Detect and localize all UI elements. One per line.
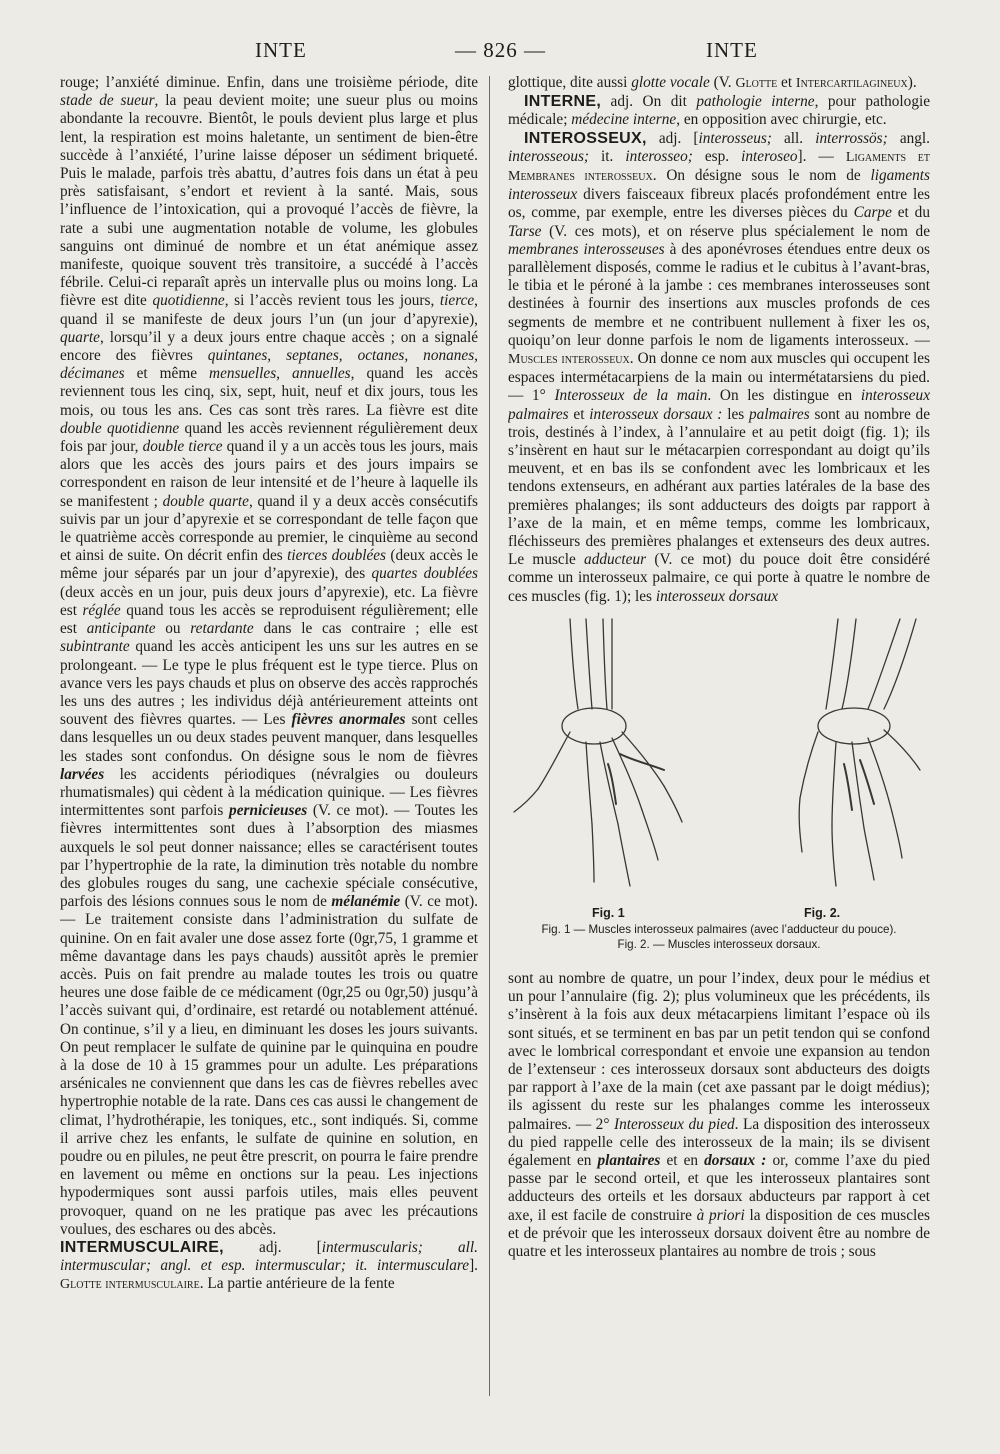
text-run: ou — [155, 620, 191, 638]
subheading-ligaments: Ligaments et Membranes interosseux — [508, 149, 930, 185]
term-quintanes: quintanes, septanes, octanes, nonanes, décimanes — [60, 347, 478, 383]
xref-glotte: Glotte — [735, 76, 778, 91]
term-membranes-interosseuses: membranes interosseuses — [508, 240, 665, 258]
subheading-glotte-intermusculaire: Glotte intermusculaire — [60, 1277, 200, 1293]
text-run: ]. — — [797, 147, 846, 165]
text-run: à des aponévroses étendues entre deux os parallèlement disposés, comme le radius et le cubitus à l’avant-bras, le tibia et le péroné à la jambe : ces membranes interosseuses sont destinées à fournir des insertions aux muscles profonds de ces segments de membre et ne contribuent nullement à fixer les os, quoiqu’on leur donne parfois le nom de ligaments interosseux. — — [508, 240, 930, 349]
etymology-spanish: interoseo — [741, 147, 798, 165]
text-run: , quand il y a deux accès consécutifs suivis par un jour d’apyrexie et se correspondant de telle façon que le quatrième accès corresponde au premier, le cinquième au second et ainsi de suite. On décrit enfin des — [60, 492, 478, 565]
term-plantaires: plantaires — [597, 1151, 661, 1169]
text-run: . La partie antérieure de la fente — [199, 1275, 395, 1293]
fig1-hand-drawing — [514, 619, 682, 886]
text-run: divers faisceaux fibreux placés profondément entre les os, comme, par exemple, entre les diverses pièces du — [508, 186, 930, 222]
etymology-german: interrossös; — [815, 129, 888, 147]
term-interosseux-dorsaux-2: interosseux dorsaux — [655, 587, 779, 605]
text-run: all. — [771, 129, 816, 147]
figure-caption — [508, 922, 930, 952]
text-run: quand tous les accès se reproduisent régulièrement; elle est — [60, 601, 478, 638]
text-run: angl. — [887, 129, 930, 147]
running-head — [0, 38, 1000, 68]
subheading-muscles: Muscles interosseux — [508, 352, 630, 368]
term-adducteur: adducteur — [584, 551, 647, 569]
page-number: — 826 — — [455, 38, 546, 62]
term-double-quarte: double quarte — [162, 492, 249, 510]
term-quartes-doublees: quartes doublées — [371, 565, 478, 583]
term-larvees: larvées — [60, 765, 105, 783]
text-run: (deux accès le même jour séparés par un jour d’apyrexie), des — [60, 547, 478, 583]
left-column — [60, 74, 478, 1394]
term-pernicieuses: pernicieuses — [229, 802, 308, 820]
text-run: sont au nombre de quatre, un pour l’index, deux pour le médius et un pour l’annulaire (fig. 2); plus volumineux que les précédents, ils s’insèrent à la fois aux deux métacarpiens limitant l’espace où ils sont situés, et se terminent en bas par un petit tendon qui se confond avec le lombrical correspondant et envoie une expansion au tendon de l’extenseur : ces interosseux dorsaux sont abducteurs des doigts par rapport à l’axe de la main (cet axe passant par le doigt médius); ils agissent du reste sur les phalanges comme les interosseux palmaires. — 2° — [508, 969, 930, 1133]
text-run: , pour pathologie médicale; — [508, 93, 930, 129]
text-run: (V. ces mots), et on réserve plus spécialement le nom de — [541, 222, 930, 240]
text-run: les accidents périodiques (névralgies ou douleurs rhumatismales) qui cèdent à la médication quinique. — Les fièvres intermittentes sont parfois — [60, 765, 478, 820]
term-interosseux-main: Interosseux de la main — [554, 387, 708, 405]
right-column — [508, 74, 930, 1394]
text-run: quand les accès reviennent régulièrement deux fois par jour, — [60, 419, 478, 456]
text-run: et — [777, 74, 796, 91]
running-head-right: INTE — [706, 38, 758, 62]
text-run: (V. ce mot). — Le traitement consiste dans l’administration du sulfate de quinine. On en fait avaler une dose assez forte (0gr,75, 1 gramme et même davantage dans les pays chauds) aussitôt après le premier accès. Puis on fait prendre au malade toutes les trois ou quatre heures une dose faible de ce médicament (0gr,25 ou 0gr,50) jusqu’à l’accès suivant qui, d’ordinaire, est retardé ou notablement atténué. On continue, s’il y a lieu, en diminuant les doses les jours suivants. On peut remplacer le sulfate de quinine par le quinquina en poudre à la dose de 10 à 15 grammes pour un adulte. Les préparations arsénicales ne conviennent que dans les cas de fièvres rebelles avec hypertrophie notable de la rate. Dans ces cas aussi le changement de climat, l’hydrothérapie, les toniques, etc., sont indiqués. Si, comme il arrive chez les enfants, le sulfate de quinine en solution, en poudre ou en pilules, ne peut être prescrit, on pourra le faire prendre en lavement ou même en onctions sur la peau. Les injections hypodermiques sont aussi parfois utiles, mais elles peuvent provoquer, quand on ne les pratique pas avec les précautions voulues, des eschares ou des abcès. — [60, 893, 478, 1238]
term-melanemie: mélanémie — [331, 893, 401, 911]
text-run: , quand les accès reviennent tous les cinq, six, sept, huit, neuf et dix jours, tous les mois, ou tous les ans. Ces cas sont très rares. La fièvre est dite — [60, 365, 478, 419]
entry-headword-intermusculaire: INTERMUSCULAIRE, — [60, 1239, 224, 1256]
xref-intercartilagineux: Intercartilagineux — [795, 76, 908, 91]
fig2-hand-drawing — [799, 619, 920, 886]
running-head-left: INTE — [255, 38, 307, 62]
text-run: , en opposition avec chirurgie, etc. — [676, 111, 887, 129]
text-run: dans le cas contraire ; elle est — [253, 620, 478, 638]
term-double-tierce: double tierce — [142, 438, 223, 456]
text-run: (V. — [709, 74, 736, 91]
text-run: la disposition de ces muscles et de prévoir que les interosseux dorsaux doivent être au nombre de quatre et les interosseux plantaires au nombre de trois ; sous — [508, 1206, 930, 1260]
text-run: it. — [589, 147, 626, 165]
term-retardante: retardante — [190, 620, 254, 638]
xref-tarse: Tarse — [508, 222, 542, 240]
term-a-priori: à priori — [696, 1206, 745, 1224]
entry-interosseux — [508, 130, 930, 606]
term-tierces-doublees: tierces doublées — [287, 547, 387, 565]
text-run: ). — [907, 74, 917, 91]
text-run: adj. [ — [223, 1239, 322, 1256]
text-run: sont au nombre de trois, destinés à l’index, à l’annulaire et au petit doigt (fig. 1); ils s’insèrent en haut sur le métacarpien correspondant au doigt qu’ils meuvent, et en bas ils se confondent avec les lombricaux et les tendons extenseurs, en adhérant aux parties latérales de la base des premières phalanges; ils sont adducteurs des doigts par rapport à l’axe de la main, et en même temps, comme les lombricaux, fléchisseurs des premières phalanges et extenseurs des deux autres. Le muscle — [508, 405, 930, 569]
text-run: et même — [124, 365, 210, 383]
text-run: adj. [ — [646, 129, 699, 147]
text-run: (deux accès en un jour, puis deux jours d’apyrexie), etc. La fièvre est — [60, 583, 478, 619]
text-run: , si l’accès revient tous les jours, — [224, 292, 440, 310]
text-run: les — [722, 405, 750, 423]
term-anticipante: anticipante — [86, 620, 156, 638]
text-run: , la peau devient moite; une sueur plus ou moins abondante la recouvre. Bientôt, le pouls devient plus large et plus lent, la respiration est moins haletante, un sentiment de bien-être succède à l’anxiété, l’urine laisse déposer un sédiment briqueté. Puis le malade, parfois très abattu, d’autres fois dans un état à peu près satisfaisant, s’endort et revient à la santé. Mais, sous l’influence de l’intoxication, qui a provoqué l’accès de fièvre, la rate a subi une augmentation notable de volume, les globules sanguins ont diminué de nombre et un état anémique assez manifeste, quoique souvent très transitoire, a succédé à l’accès fébrile. Celui-ci reparaît après un intervalle plus ou moins long. La fièvre est dite — [60, 92, 478, 310]
text-run: , lorsqu’il y a deux jours entre chaque accès ; on a signalé encore des fièvres — [60, 328, 478, 365]
xref-carpe: Carpe — [853, 204, 892, 222]
hand-skeleton-illustration — [508, 614, 930, 904]
term-reglee: réglée — [82, 601, 121, 619]
fig1-label: Fig. 1 — [592, 905, 625, 920]
term-fievres-anormales: fièvres anormales — [291, 711, 406, 729]
term-interosseux-dorsaux: interosseux dorsaux : — [589, 405, 723, 423]
text-run: rouge; l’anxiété diminue. Enfin, dans une troisième période, dite — [60, 74, 478, 91]
fievre-intermittente-paragraph — [60, 74, 478, 1239]
column-rule — [489, 76, 490, 1396]
etymology-italian: interosseo; — [625, 147, 693, 165]
term-subintrante: subintrante — [60, 638, 130, 656]
fig2-label: Fig. 2. — [804, 905, 841, 920]
text-run: or, comme l’axe du pied passe par le second orteil, et que les interosseux plantaires sont adducteurs des orteils et les dorsaux abducteurs par rapport à cet axe, il est facile de construire — [508, 1151, 930, 1224]
text-run: . On désigne sous le nom de — [652, 167, 871, 185]
entry-interne — [508, 93, 930, 129]
text-run: (V. ce mot). — Toutes les fièvres intermittentes sont dues à l’absorption des miasmes auxquels le sol peut donner naissance; elles se caractérisent toutes par l’hypertrophie de la rate, la diminution très notable du nombre des globules rouges du sang, une cachexie spéciale consécutive, parfois des lésions connues sous le nom de — [60, 802, 478, 911]
interosseux-continuation — [508, 970, 930, 1261]
term-interosseux-pied: Interosseux du pied — [613, 1115, 735, 1133]
text-run: (V. ce mot) du pouce doit être considéré comme un interosseux palmaire, ce qui porte à quatre le nombre de ces muscles (fig. 1); les — [508, 551, 930, 605]
term-tierce: tierce — [439, 292, 475, 310]
term-medecine-interne: médecine interne — [571, 111, 677, 129]
text-run: et — [568, 405, 590, 423]
etymology: intermuscularis; all. intermuscular; angl. et esp. intermuscular; it. intermusculare — [60, 1239, 478, 1275]
text-run: glottique, dite aussi — [508, 74, 632, 91]
caption-line-1: Fig. 1 — Muscles interosseux palmaires (avec l’adducteur du pouce). — [541, 922, 897, 936]
caption-line-2: Fig. 2. — Muscles interosseux dorsaux. — [617, 937, 821, 951]
text-run: . On donne ce nom aux muscles qui occupent les espaces intermétacarpiens de la main ou intermétatarsiens du pied. — 1° — [508, 350, 930, 405]
entry-intermusculaire — [60, 1239, 478, 1295]
text-run: quand il y a un accès tous les jours, mais alors que les accès des jours pairs et des jours impairs se correspondent en raison de leur intensité et de l’heure à laquelle ils se manifestent ; — [60, 438, 478, 510]
text-run: sont celles dans lesquelles un ou deux stades peuvent manquer, dans lesquelles les stades sont confondus. On désigne sous le nom de fièvres — [60, 711, 478, 765]
text-run: ]. — [469, 1257, 478, 1275]
term-palmaires: palmaires — [749, 405, 810, 423]
text-run: . La disposition des interosseux du pied rappelle celle des interosseux de la main; ils se divisent également en — [508, 1115, 930, 1169]
entry-headword-interosseux: INTEROSSEUX, — [524, 129, 647, 147]
etymology-english: interosseous; — [508, 147, 590, 165]
entry-headword-interne: INTERNE, — [524, 93, 602, 111]
hand-figures — [508, 614, 930, 964]
term-quotidienne: quotidienne — [152, 292, 225, 310]
text-run: , quand il se manifeste de deux jours l’un (un jour d’apyrexie), — [60, 292, 478, 328]
text-run: et en — [660, 1151, 705, 1169]
term-mensuelles: mensuelles, annuelles — [209, 365, 351, 383]
term-quarte: quarte — [60, 328, 100, 346]
term-stade-de-sueur: stade de sueur — [60, 92, 155, 110]
text-run: adj. On dit — [601, 93, 697, 111]
term-glotte-vocale: glotte vocale — [631, 74, 710, 91]
text-run: quand les accès anticipent les uns sur les autres en se prolongeant. — Le type le plus fréquent est le type tierce. Plus on avance vers les pays chauds et plus on observe des accès rapprochés les uns des autres ; les individus déjà antérieurement atteints ont souvent des fièvres quartes. — Les — [60, 638, 478, 729]
text-run: et du — [891, 204, 930, 222]
term-pathologie-interne: pathologie interne — [696, 93, 815, 111]
text-run: esp. — [692, 147, 742, 165]
term-ligaments-interosseux: ligaments interosseux — [508, 167, 930, 204]
term-interosseux-palmaires: interosseux palmaires — [508, 387, 930, 423]
text-run: . On les distingue en — [707, 387, 861, 405]
term-double-quotidienne: double quotidienne — [60, 419, 180, 437]
term-dorsaux: dorsaux : — [704, 1151, 767, 1169]
glottique-continuation — [508, 74, 930, 93]
etymology-latin: interosseus; — [698, 129, 772, 147]
